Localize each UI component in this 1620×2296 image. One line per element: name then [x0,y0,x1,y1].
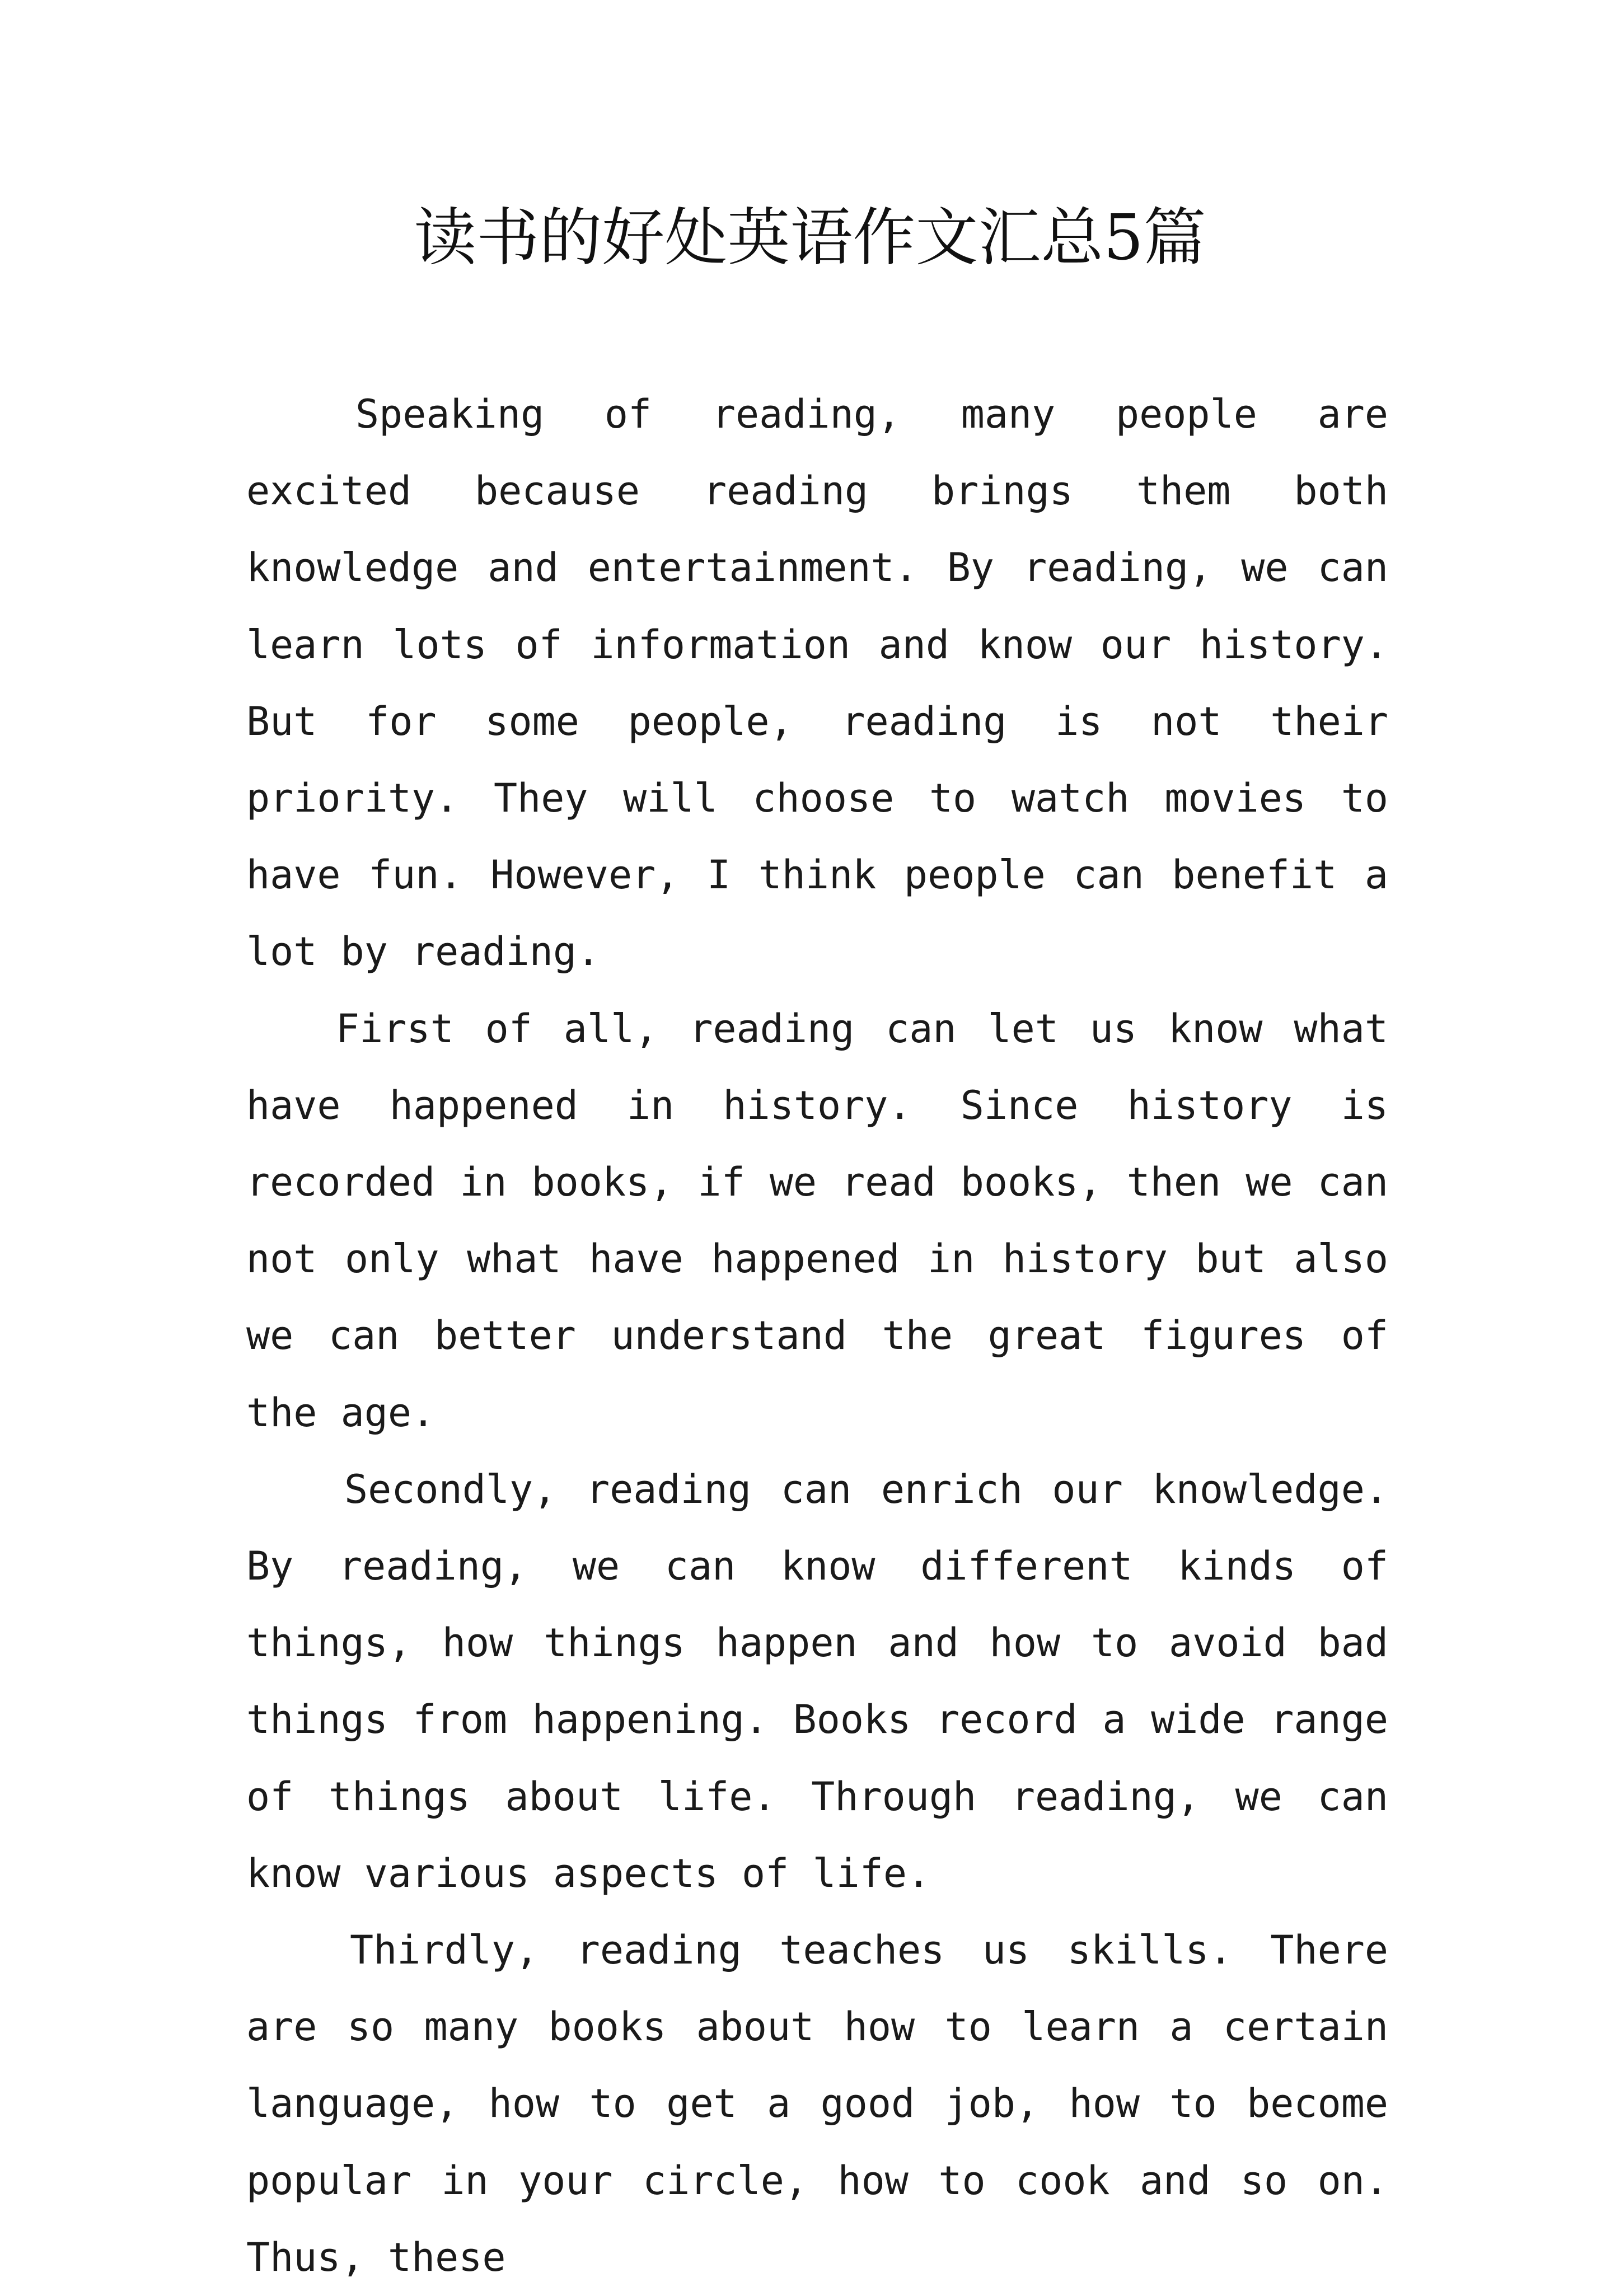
paragraph: Thirdly, reading teaches us skills. There are so many books about how to learn a certain language, how to get a good job, how to become popular in your circle, how to cook and so on. Thus, these [246,1927,1388,2280]
document-body [246,376,1388,2296]
paragraph: First of all, reading can let us know what have happened in history. Since history is recorded in books, if we read books, then we can not only what have happened in history but also we can better understand the great figures of the age. [246,1005,1388,1436]
paragraph: Secondly, reading can enrich our knowledge. By reading, we can know different kinds of things, how things happen and how to avoid bad things from happening. Books record a wide range of things about life. Through reading, we can know various aspects of life. [246,1466,1388,1896]
paragraph: Speaking of reading, many people are excited because reading brings them both knowledge and entertainment. By reading, we can learn lots of information and know our history. But for some people, reading is not their priority. They will choose to watch movies to have fun. However, I think people can benefit a lot by reading. [246,391,1388,975]
document-title: 读书的好处英语作文汇总5篇 [414,202,1206,274]
